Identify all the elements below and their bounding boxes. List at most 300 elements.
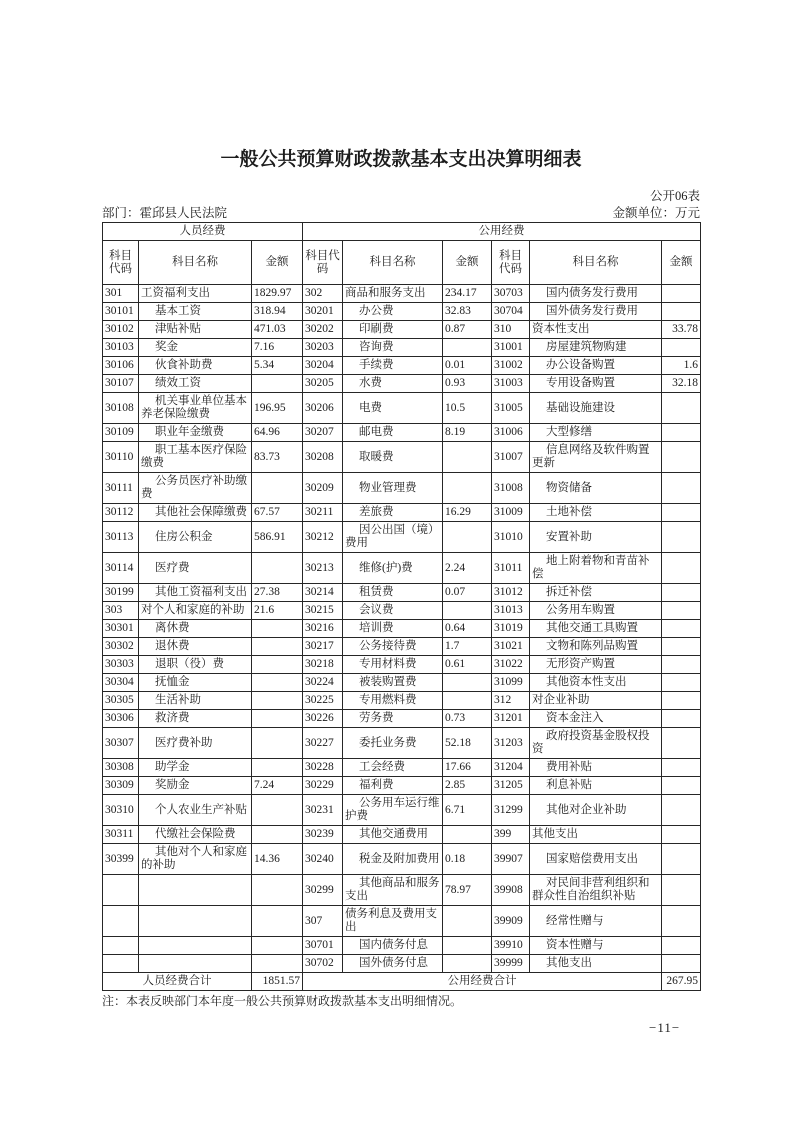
subject-name: 委托业务费: [343, 728, 443, 759]
table-row: [103, 795, 701, 826]
table-row: [103, 553, 701, 584]
col-header-amount-1: 金额: [252, 241, 303, 285]
amount: [662, 674, 701, 692]
public-total-label: 公用经费合计: [303, 973, 662, 991]
subject-name: 办公费: [343, 303, 443, 321]
amount: 52.18: [443, 728, 492, 759]
table-row: [103, 602, 701, 620]
amount: [662, 937, 701, 955]
table-row: [103, 937, 701, 955]
table-row: [103, 303, 701, 321]
subject-name: 办公设备购置: [530, 357, 662, 375]
meta-row: [102, 205, 700, 221]
amount: [443, 522, 492, 553]
amount: [443, 955, 492, 973]
subject-code: 30299: [303, 875, 343, 906]
subject-name: 其他对个人和家庭的补助: [139, 844, 252, 875]
group-header-public: 公用经费: [303, 223, 701, 241]
amount: 2.24: [443, 553, 492, 584]
amount: [662, 339, 701, 357]
amount: 0.01: [443, 357, 492, 375]
subject-name: 房屋建筑物购建: [530, 339, 662, 357]
subject-code: 30112: [103, 504, 139, 522]
amount: [662, 303, 701, 321]
subject-code: 31021: [492, 638, 530, 656]
subject-code: 31007: [492, 442, 530, 473]
amount: 21.6: [252, 602, 303, 620]
subject-name: 工会经费: [343, 759, 443, 777]
amount: [443, 473, 492, 504]
group-header-personnel: 人员经费: [103, 223, 303, 241]
amount: [252, 375, 303, 393]
amount: 0.18: [443, 844, 492, 875]
col-header-name-1: 科目名称: [139, 241, 252, 285]
col-header-code-3: 科目代码: [492, 241, 530, 285]
subject-name: 专用燃料费: [343, 692, 443, 710]
subject-code: 31203: [492, 728, 530, 759]
subject-name: 咨询费: [343, 339, 443, 357]
subject-name: 其他商品和服务支出: [343, 875, 443, 906]
amount: [443, 906, 492, 937]
subject-code: 30218: [303, 656, 343, 674]
department-label: 部门：霍邱县人民法院: [102, 206, 228, 220]
subject-name: 职业年金缴费: [139, 424, 252, 442]
subject-code: 30103: [103, 339, 139, 357]
subject-code: 30311: [103, 826, 139, 844]
subject-name: 国家赔偿费用支出: [530, 844, 662, 875]
subject-code: 30308: [103, 759, 139, 777]
table-row: [103, 424, 701, 442]
subject-code: 39907: [492, 844, 530, 875]
subject-name: [139, 937, 252, 955]
subject-name: 退职（役）费: [139, 656, 252, 674]
subject-code: 31005: [492, 393, 530, 424]
column-header-row: [103, 241, 701, 285]
table-row: [103, 638, 701, 656]
amount: [662, 638, 701, 656]
subject-code: 31008: [492, 473, 530, 504]
amount: [662, 584, 701, 602]
amount: [443, 602, 492, 620]
subject-name: 大型修缮: [530, 424, 662, 442]
table-row: [103, 393, 701, 424]
amount: 16.29: [443, 504, 492, 522]
subject-name: 商品和服务支出: [343, 285, 443, 303]
subject-code: 30305: [103, 692, 139, 710]
subject-code: 399: [492, 826, 530, 844]
subject-code: 30703: [492, 285, 530, 303]
subject-code: 31006: [492, 424, 530, 442]
amount: 27.38: [252, 584, 303, 602]
subject-name: 职工基本医疗保险缴费: [139, 442, 252, 473]
subject-name: 其他工资福利支出: [139, 584, 252, 602]
table-row: [103, 473, 701, 504]
personnel-total-value: 1851.57: [252, 973, 303, 991]
subject-code: 30111: [103, 473, 139, 504]
subject-name: 被装购置费: [343, 674, 443, 692]
subject-name: 经常性赠与: [530, 906, 662, 937]
subject-code: 310: [492, 321, 530, 339]
amount: 196.95: [252, 393, 303, 424]
subject-code: 30202: [303, 321, 343, 339]
amount: 6.71: [443, 795, 492, 826]
subject-code: 39909: [492, 906, 530, 937]
amount: [443, 692, 492, 710]
subject-name: 抚恤金: [139, 674, 252, 692]
subject-code: 31011: [492, 553, 530, 584]
subject-name: 公务用车运行维护费: [343, 795, 443, 826]
col-header-name-3: 科目名称: [530, 241, 662, 285]
amount: 0.64: [443, 620, 492, 638]
subject-name: 对民间非营利组织和群众性自治组织补贴: [530, 875, 662, 906]
subject-code: 30211: [303, 504, 343, 522]
table-row: [103, 826, 701, 844]
table-row: [103, 906, 701, 937]
amount: 32.83: [443, 303, 492, 321]
amount: [662, 522, 701, 553]
amount: [252, 674, 303, 692]
subject-name: 其他交通费用: [343, 826, 443, 844]
subject-name: 利息补贴: [530, 777, 662, 795]
subject-name: 债务利息及费用支出: [343, 906, 443, 937]
amount: [662, 844, 701, 875]
subject-code: 30201: [303, 303, 343, 321]
amount: [252, 937, 303, 955]
subject-name: 专用材料费: [343, 656, 443, 674]
amount: 0.07: [443, 584, 492, 602]
table-row: [103, 522, 701, 553]
subject-name: 资本性支出: [530, 321, 662, 339]
subject-name: 拆迁补偿: [530, 584, 662, 602]
amount: [252, 906, 303, 937]
subject-code: 31009: [492, 504, 530, 522]
subject-name: 其他支出: [530, 955, 662, 973]
subject-code: 31019: [492, 620, 530, 638]
amount: [443, 937, 492, 955]
amount: [252, 473, 303, 504]
table-row: [103, 321, 701, 339]
subject-code: 30102: [103, 321, 139, 339]
subject-code: [103, 906, 139, 937]
subject-code: 30302: [103, 638, 139, 656]
subject-code: 31022: [492, 656, 530, 674]
amount: [662, 710, 701, 728]
unit-label: 金额单位：万元: [612, 206, 700, 220]
table-row: [103, 674, 701, 692]
subject-code: 31205: [492, 777, 530, 795]
subject-code: 31299: [492, 795, 530, 826]
table-note: 注：本表反映部门本年度一般公共预算财政拨款基本支出明细情况。: [102, 994, 463, 1008]
subject-name: 因公出国（境）费用: [343, 522, 443, 553]
subject-code: 31010: [492, 522, 530, 553]
subject-name: 邮电费: [343, 424, 443, 442]
amount: 8.19: [443, 424, 492, 442]
subject-code: 30101: [103, 303, 139, 321]
col-header-amount-2: 金额: [443, 241, 492, 285]
subject-name: 政府投资基金股权投资: [530, 728, 662, 759]
table-row: [103, 955, 701, 973]
table-row: [103, 285, 701, 303]
amount: 318.94: [252, 303, 303, 321]
subject-code: 31201: [492, 710, 530, 728]
col-header-amount-3: 金额: [662, 241, 701, 285]
subject-code: 301: [103, 285, 139, 303]
subject-name: 租赁费: [343, 584, 443, 602]
subject-code: 30203: [303, 339, 343, 357]
amount: [662, 795, 701, 826]
amount: 1.7: [443, 638, 492, 656]
amount: [662, 553, 701, 584]
personnel-total-label: 人员经费合计: [103, 973, 252, 991]
table-body: [103, 285, 701, 973]
table-row: [103, 375, 701, 393]
subject-name: 生活补助: [139, 692, 252, 710]
subject-name: 无形资产购置: [530, 656, 662, 674]
subject-code: 307: [303, 906, 343, 937]
subject-code: 30204: [303, 357, 343, 375]
amount: [252, 553, 303, 584]
page-title: 一般公共预算财政拨款基本支出决算明细表: [220, 149, 582, 170]
form-number-label: 公开06表: [649, 189, 700, 203]
amount: 17.66: [443, 759, 492, 777]
table-row: [103, 844, 701, 875]
subject-name: 培训费: [343, 620, 443, 638]
amount: [443, 339, 492, 357]
amount: [443, 674, 492, 692]
amount: [443, 826, 492, 844]
amount: [662, 728, 701, 759]
table-row: [103, 656, 701, 674]
subject-name: 国外债务付息: [343, 955, 443, 973]
table-row: [103, 504, 701, 522]
public-total-value: 267.95: [662, 973, 701, 991]
amount: 0.61: [443, 656, 492, 674]
amount: [252, 826, 303, 844]
subject-code: 30106: [103, 357, 139, 375]
subject-name: 机关事业单位基本养老保险缴费: [139, 393, 252, 424]
amount: [252, 759, 303, 777]
subject-name: 其他社会保障缴费: [139, 504, 252, 522]
amount: [662, 620, 701, 638]
subject-code: 30303: [103, 656, 139, 674]
subject-name: 住房公积金: [139, 522, 252, 553]
subject-name: 费用补贴: [530, 759, 662, 777]
subject-name: 维修(护)费: [343, 553, 443, 584]
subject-name: 会议费: [343, 602, 443, 620]
subject-name: 国内债务付息: [343, 937, 443, 955]
amount: [662, 602, 701, 620]
amount: [252, 710, 303, 728]
subject-name: 物资储备: [530, 473, 662, 504]
subject-name: 其他资本性支出: [530, 674, 662, 692]
subject-name: 物业管理费: [343, 473, 443, 504]
amount: 471.03: [252, 321, 303, 339]
subject-name: 取暖费: [343, 442, 443, 473]
subject-code: 39910: [492, 937, 530, 955]
amount: [662, 906, 701, 937]
col-header-code-2: 科目代码: [303, 241, 343, 285]
page-number: −11−: [649, 1020, 681, 1035]
subject-code: 30399: [103, 844, 139, 875]
subject-code: 30307: [103, 728, 139, 759]
subject-name: 奖金: [139, 339, 252, 357]
subject-name: 国内债务发行费用: [530, 285, 662, 303]
subject-code: 30108: [103, 393, 139, 424]
subject-code: 30213: [303, 553, 343, 584]
subject-name: 公务用车购置: [530, 602, 662, 620]
amount: 0.73: [443, 710, 492, 728]
amount: 7.24: [252, 777, 303, 795]
amount: [662, 393, 701, 424]
amount: 1.6: [662, 357, 701, 375]
table-row: [103, 759, 701, 777]
amount: 2.85: [443, 777, 492, 795]
detail-table: [102, 222, 701, 991]
subject-code: 31012: [492, 584, 530, 602]
subject-code: 30217: [303, 638, 343, 656]
subject-code: 30113: [103, 522, 139, 553]
amount: [252, 955, 303, 973]
subject-name: 国外债务发行费用: [530, 303, 662, 321]
subject-name: 津贴补贴: [139, 321, 252, 339]
subject-code: 31013: [492, 602, 530, 620]
amount: [662, 777, 701, 795]
subject-code: 39999: [492, 955, 530, 973]
table-row: [103, 692, 701, 710]
subject-name: 公务接待费: [343, 638, 443, 656]
subject-name: 其他支出: [530, 826, 662, 844]
subject-name: 基础设施建设: [530, 393, 662, 424]
subject-name: 医疗费: [139, 553, 252, 584]
subject-name: 奖励金: [139, 777, 252, 795]
subject-name: 个人农业生产补贴: [139, 795, 252, 826]
subject-code: 39908: [492, 875, 530, 906]
amount: 67.57: [252, 504, 303, 522]
subject-name: 地上附着物和青苗补偿: [530, 553, 662, 584]
subject-name: 电费: [343, 393, 443, 424]
subject-name: 文物和陈列品购置: [530, 638, 662, 656]
subject-name: 信息网络及软件购置更新: [530, 442, 662, 473]
table-row: [103, 728, 701, 759]
subject-name: 差旅费: [343, 504, 443, 522]
subject-code: 30702: [303, 955, 343, 973]
amount: [252, 875, 303, 906]
subject-name: 其他对企业补助: [530, 795, 662, 826]
subject-code: 30304: [103, 674, 139, 692]
subject-code: 30227: [303, 728, 343, 759]
table-row: [103, 777, 701, 795]
subject-code: 303: [103, 602, 139, 620]
subject-code: 30214: [303, 584, 343, 602]
amount: [662, 875, 701, 906]
amount: [662, 692, 701, 710]
subject-code: 30310: [103, 795, 139, 826]
subject-code: 30224: [303, 674, 343, 692]
amount: [252, 692, 303, 710]
subject-name: 手续费: [343, 357, 443, 375]
subject-code: 30208: [303, 442, 343, 473]
amount: [662, 955, 701, 973]
amount: 32.18: [662, 375, 701, 393]
amount: [662, 826, 701, 844]
subject-code: 30107: [103, 375, 139, 393]
subject-code: 30240: [303, 844, 343, 875]
subject-code: 31099: [492, 674, 530, 692]
amount: 5.34: [252, 357, 303, 375]
subject-code: 30226: [303, 710, 343, 728]
subject-code: [103, 875, 139, 906]
amount: 78.97: [443, 875, 492, 906]
subject-code: 302: [303, 285, 343, 303]
subject-code: [103, 955, 139, 973]
subject-code: 30205: [303, 375, 343, 393]
amount: [252, 728, 303, 759]
subject-name: [139, 875, 252, 906]
totals-row: [103, 973, 701, 991]
subject-code: 30309: [103, 777, 139, 795]
amount: 14.36: [252, 844, 303, 875]
amount: 64.96: [252, 424, 303, 442]
subject-name: [139, 955, 252, 973]
subject-code: 312: [492, 692, 530, 710]
amount: [443, 442, 492, 473]
amount: 83.73: [252, 442, 303, 473]
subject-name: 基本工资: [139, 303, 252, 321]
amount: 234.17: [443, 285, 492, 303]
subject-name: 专用设备购置: [530, 375, 662, 393]
subject-name: 资本性赠与: [530, 937, 662, 955]
subject-name: 安置补助: [530, 522, 662, 553]
amount: 10.5: [443, 393, 492, 424]
subject-code: 30704: [492, 303, 530, 321]
subject-name: 公务员医疗补助缴费: [139, 473, 252, 504]
subject-code: 30206: [303, 393, 343, 424]
subject-name: 土地补偿: [530, 504, 662, 522]
amount: [662, 656, 701, 674]
subject-code: 30701: [303, 937, 343, 955]
amount: [252, 656, 303, 674]
subject-name: 对个人和家庭的补助: [139, 602, 252, 620]
subject-name: 绩效工资: [139, 375, 252, 393]
amount: [662, 473, 701, 504]
col-header-name-2: 科目名称: [343, 241, 443, 285]
amount: 33.78: [662, 321, 701, 339]
subject-name: 福利费: [343, 777, 443, 795]
content-area: [102, 148, 700, 1009]
subject-code: 30239: [303, 826, 343, 844]
subject-name: 印刷费: [343, 321, 443, 339]
group-header-row: [103, 223, 701, 241]
subject-code: 30199: [103, 584, 139, 602]
subject-code: 30301: [103, 620, 139, 638]
subject-name: 代缴社会保险费: [139, 826, 252, 844]
subject-code: 30306: [103, 710, 139, 728]
subject-code: 31204: [492, 759, 530, 777]
subject-code: 31001: [492, 339, 530, 357]
amount: [662, 759, 701, 777]
amount: [662, 442, 701, 473]
subject-code: 30212: [303, 522, 343, 553]
subject-name: 资本金注入: [530, 710, 662, 728]
subject-code: 30109: [103, 424, 139, 442]
amount: [252, 620, 303, 638]
subject-name: 其他交通工具购置: [530, 620, 662, 638]
subject-name: 退休费: [139, 638, 252, 656]
table-row: [103, 442, 701, 473]
table-row: [103, 357, 701, 375]
table-row: [103, 620, 701, 638]
amount: 586.91: [252, 522, 303, 553]
